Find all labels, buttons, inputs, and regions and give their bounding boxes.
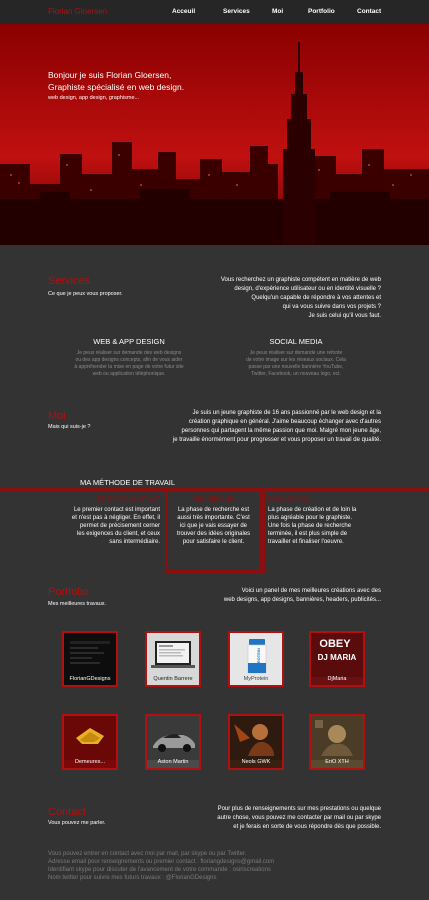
portfolio-caption: DjMaria bbox=[327, 676, 347, 682]
poster-subline-text: DJ MARIA bbox=[317, 653, 357, 662]
hero-text-block bbox=[48, 70, 184, 101]
method-step-line: ici que je vais essayer de bbox=[179, 523, 248, 529]
services-intro-line: Vous recherchez un graphiste compétent en matière de web bbox=[220, 277, 381, 283]
about-text-line: personnes qui partagent la même passion que moi. Malgré mon jeune âge, bbox=[181, 428, 381, 434]
method-step-line: Une fois la phase de recherche bbox=[268, 523, 352, 529]
service-desc-line: à appréhender la mise en page de votre futur site bbox=[74, 364, 184, 370]
hero-heading-line-1: Bonjour je suis Florian Gloersen, bbox=[48, 70, 172, 80]
portfolio-item-aston-martin[interactable] bbox=[145, 714, 201, 770]
nav-item-acceuil[interactable]: Acceuil bbox=[172, 8, 196, 15]
about-text-line: je travaille énormément pour progresser et vous proposer un travail de qualité. bbox=[172, 437, 381, 443]
protein-shaker-thumbnail bbox=[230, 633, 282, 677]
method-step-contact bbox=[48, 491, 160, 573]
service-desc-line: de votre image sur les réseaux sociaux. Cela bbox=[246, 357, 346, 363]
portfolio-caption: Quentin Barrere bbox=[153, 676, 193, 682]
artwork-thumbnail bbox=[311, 716, 363, 760]
logo-thumbnail bbox=[64, 716, 116, 760]
contact-title: Contact bbox=[48, 806, 86, 818]
portfolio-subtitle: Mes meilleures travaux. bbox=[48, 601, 107, 607]
contact-intro-line: Pour plus de renseignements sur mes prestations ou quelque bbox=[217, 806, 381, 812]
method-step-recherche bbox=[165, 491, 262, 573]
nav-item-contact[interactable]: Contact bbox=[357, 8, 382, 15]
method-step-title: RECHERCHE bbox=[192, 496, 235, 503]
contact-detail-line: Vous pouvez entrer en contact avec moi par mail, par skype ou par Twitter. bbox=[48, 851, 247, 857]
portfolio-caption: FlorianGDesigns bbox=[69, 676, 111, 682]
portfolio-item-demeures[interactable] bbox=[62, 714, 118, 770]
about-subtitle: Mais qui suis-je ? bbox=[48, 424, 91, 430]
portfolio-title: Portfolio bbox=[48, 586, 89, 598]
method-step-line: terminée, il est plus simple de bbox=[268, 531, 348, 537]
method-step-line: les exigences du client, et ceux bbox=[76, 531, 160, 537]
protein-label-text: PROTEIN bbox=[256, 648, 261, 666]
portfolio-item-djmaria[interactable] bbox=[309, 631, 365, 687]
about-text-line: création graphique en général. J'aime beaucoup échanger avec d'autres bbox=[188, 419, 381, 425]
portfolio-caption: Neols GWK bbox=[241, 759, 271, 765]
method-step-line: La phase de recherche est bbox=[177, 507, 250, 513]
contact-intro-line: et je ferais en sorte de vous répondre dès que possible. bbox=[233, 824, 381, 830]
method-step-line: travailler et finaliser l'oeuvre. bbox=[268, 539, 344, 545]
nav-item-portfolio[interactable]: Portfolio bbox=[308, 8, 335, 15]
contact-email-line[interactable]: Adresse email pour renseignements ou premier contact : floriangdesigns@gmail.com bbox=[48, 859, 275, 865]
city-skyline-image bbox=[0, 24, 429, 245]
portfolio-item-quentin-barrere[interactable] bbox=[145, 631, 201, 687]
artwork-thumbnail bbox=[230, 716, 282, 760]
portfolio-item-neols-gwk[interactable] bbox=[228, 714, 284, 770]
poster-thumbnail bbox=[311, 633, 363, 677]
dark-website-thumbnail bbox=[64, 633, 116, 673]
about-text bbox=[173, 409, 381, 445]
portfolio-caption: Demeures... bbox=[75, 759, 105, 765]
method-step-line: plus agréable pour le graphiste. bbox=[268, 515, 353, 521]
services-intro-line: Quelqu'un capable de répondre à vos attentes et bbox=[251, 295, 381, 301]
portfolio-caption: MyProtein bbox=[243, 676, 269, 682]
hero-subtitle: web design, app design, graphisme... bbox=[48, 95, 140, 101]
service-title: SOCIAL MEDIA bbox=[269, 337, 323, 346]
portfolio-intro-line: Voici un panel de mes meilleures créations avec des bbox=[241, 588, 381, 594]
method-step-line: trouver des idées originales bbox=[176, 531, 251, 537]
portfolio-intro bbox=[224, 587, 381, 605]
service-desc-line: Je peux réaliser sur demande des web designs bbox=[76, 350, 182, 356]
portfolio-caption: Aston Martin bbox=[157, 759, 189, 765]
method-step-line: sans intermédiaire. bbox=[109, 539, 160, 545]
service-desc-line: passe par une nouvelle bannière YouTube, bbox=[248, 364, 344, 370]
method-step-line: La phase de création et de loin la bbox=[268, 507, 357, 513]
services-intro-line: design, d'expérience utilisateur ou en identité visuelle ? bbox=[234, 286, 381, 292]
method-step-title: RÉALISATION bbox=[268, 496, 311, 503]
hero-heading-line-2: Graphiste spécialisé en web design. bbox=[48, 81, 185, 92]
method-step-line: Le premier contact est important bbox=[73, 507, 160, 513]
service-social-media bbox=[221, 337, 371, 378]
portfolio-item-myprotein[interactable] bbox=[228, 631, 284, 687]
about-text-line: Je suis un jeune graphiste de 16 ans passionné par le web design et la bbox=[192, 410, 381, 416]
service-title: WEB & APP DESIGN bbox=[93, 337, 165, 346]
contact-details bbox=[48, 850, 274, 882]
method-step-line: et n'est pas à négliger. En effet, il bbox=[71, 515, 160, 521]
nav-item-moi[interactable]: Moi bbox=[272, 8, 284, 15]
portfolio-item-erio-xth[interactable] bbox=[309, 714, 365, 770]
services-intro-line: Je suis celui qu'il vous faut. bbox=[308, 313, 381, 319]
method-step-line: permet de précisement cerner bbox=[79, 523, 160, 529]
portfolio-caption: EriO XTH bbox=[325, 759, 349, 765]
poster-headline-text: OBEY bbox=[319, 638, 351, 650]
contact-skype-line: Identifiant skype pour discuter de l'avancement de votre commande : osiriscreations bbox=[48, 867, 271, 873]
services-title: Services bbox=[48, 275, 91, 287]
brand-logo-text[interactable]: Florian Gloersen bbox=[48, 7, 108, 16]
services-subtitle: Ce que je peux vous proposer. bbox=[48, 291, 123, 297]
method-step-title: PREMIER CONTACT bbox=[97, 496, 160, 503]
about-title: Moi bbox=[48, 410, 66, 422]
car-thumbnail bbox=[147, 716, 199, 760]
service-web-app-design bbox=[54, 337, 204, 378]
nav-item-services[interactable]: Services bbox=[223, 8, 250, 15]
contact-intro bbox=[217, 805, 381, 832]
contact-twitter-line[interactable]: Nom twitter pour suivre mes futurs travaux : @FlorianGDesigns bbox=[48, 875, 217, 881]
hero-banner bbox=[0, 24, 429, 245]
services-intro-line: qui va vous suivre dans vos projets ? bbox=[282, 304, 381, 310]
method-title: MA MÉTHODE DE TRAVAIL bbox=[80, 478, 176, 487]
portfolio-intro-line: web designs, app designs, bannières, headers, publicités... bbox=[223, 597, 381, 603]
portfolio-item-floriangdesigns[interactable] bbox=[62, 631, 118, 687]
method-step-line: pour satisfaire le client. bbox=[182, 539, 245, 545]
laptop-thumbnail bbox=[147, 633, 199, 677]
contact-intro-line: autre chose, vous pouvez me contacter par mail ou par skype bbox=[217, 815, 381, 821]
service-desc-line: web ou application téléphonique. bbox=[92, 371, 166, 377]
method-step-line: aussi très importante. C'est bbox=[177, 515, 250, 521]
services-intro bbox=[221, 276, 381, 321]
service-desc-line: Twitter, Facebook, un nouveau logo, ect. bbox=[251, 371, 341, 377]
service-desc-line: ou des app designs concepts, afin de vous aider bbox=[75, 357, 183, 363]
method-step-realisation bbox=[262, 491, 388, 573]
service-desc-line: Je peux réaliser sur demande une refonte bbox=[249, 350, 343, 356]
contact-subtitle: Vous pouvez me parler. bbox=[48, 820, 106, 826]
